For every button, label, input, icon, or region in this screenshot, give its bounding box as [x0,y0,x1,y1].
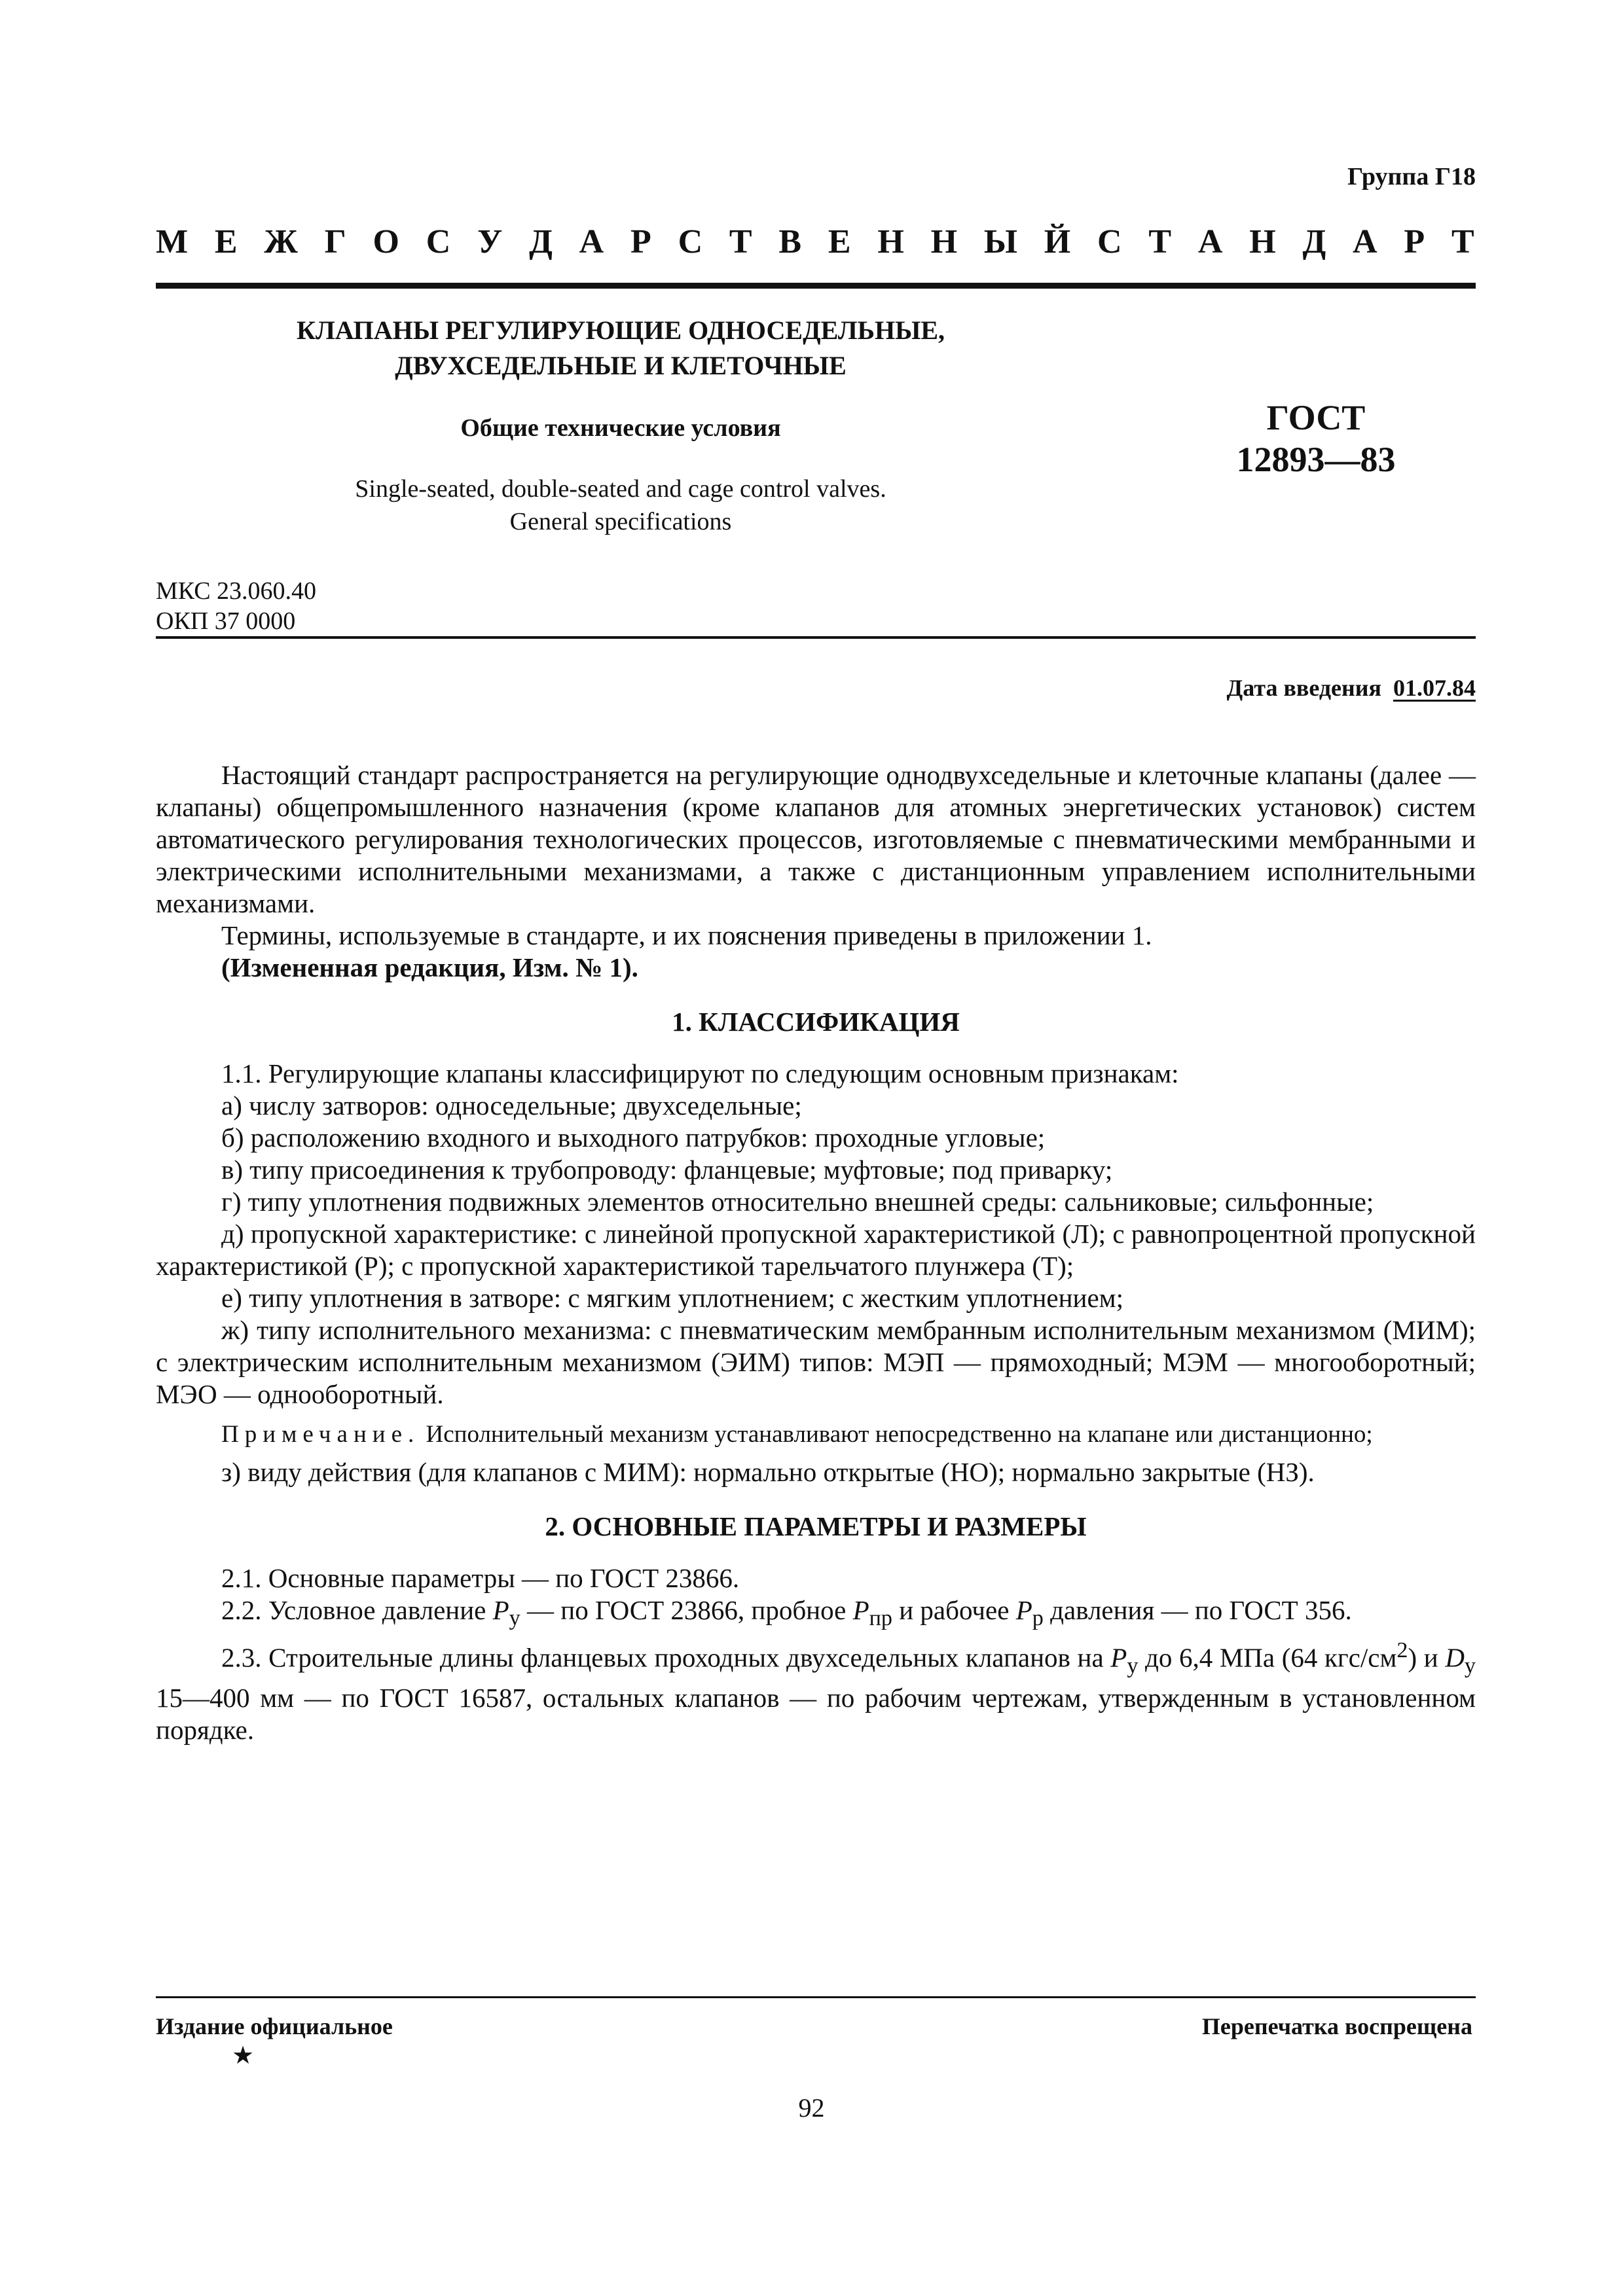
date-value: 01.07.84 [1393,675,1476,701]
clause-1-1-a: а) числу затворов: односедельные; двухседельные; [221,1090,802,1121]
intro-paragraph: Настоящий стандарт распространяется на регулирующие однодвухседельные и клеточные клапаны (далее — клапаны) общепромышленного назначения (кроме клапанов для атомных энергетических установок) систем автоматического регулирования технологических процессов, изготовляемые с пневматическими мембранными и электрическими исполнительными механизмами, а также с дистанционным управлением исполнительными механизмами. [156,760,1476,918]
document-body [156,759,1476,1746]
clause-2-1: 2.1. Основные параметры — по ГОСТ 23866. [221,1563,740,1593]
gost-label: ГОСТ [1266,398,1366,437]
banner-letter: Р [1404,223,1425,260]
english-title [156,473,1085,538]
banner-letter: Н [930,223,958,260]
banner-letter: У [477,223,503,260]
clause-1-1-b: б) расположению входного и выходного патрубков: проходные угловые; [221,1122,1046,1153]
banner-letter: Т [1451,223,1474,260]
subscript-y: у [1127,1654,1139,1679]
banner-letter: А [579,223,604,260]
okp-code: ОКП 37 0000 [156,607,296,635]
note-label: Примечание. [221,1421,420,1448]
interstate-standard-banner [156,223,1474,261]
banner-letter: Т [729,223,752,260]
english-title-line-2: General specifications [509,508,732,535]
reprint-prohibited-label: Перепечатка воспрещена [1201,2013,1472,2039]
clause-1-1: 1.1. Регулирующие клапаны классифицируют по следующим основным признакам: [221,1058,1179,1088]
clause-1-1-v: в) типу присоединения к трубопроводу: фланцевые; муфтовые; под приварку; [221,1155,1113,1185]
clause-2-2-text-a: 2.2. Условное давление [221,1595,493,1625]
banner-letter: Ж [264,223,298,260]
clause-1-1-g: г) типу уплотнения подвижных элементов относительно внешней среды: сальниковые; сильфонные; [221,1187,1374,1217]
page-number: 92 [798,2093,825,2123]
subscript-pr: пр [869,1606,892,1631]
group-label: Группа Г18 [1347,163,1476,190]
document-title [156,313,1085,384]
note-paragraph [156,1420,1476,1450]
terms-paragraph: Термины, используемые в стандарте, и их пояснения приведены в приложении 1. [221,920,1152,950]
title-line-1: КЛАПАНЫ РЕГУЛИРУЮЩИЕ ОДНОСЕДЕЛЬНЫЕ, [296,315,945,345]
subscript-r: р [1032,1606,1044,1631]
clause-2-3-text-c: ) и [1408,1642,1446,1673]
clause-2-2 [156,1594,1476,1634]
gost-designation [1185,397,1447,480]
banner-letter: Т [1148,223,1172,260]
banner-letter: А [1197,223,1223,260]
symbol-d: D [1445,1642,1465,1673]
english-title-line-1: Single-seated, double-seated and cage control valves. [355,475,886,503]
classification-codes [156,576,316,636]
star-icon: ★ [232,2042,255,2070]
banner-letter: Ы [983,223,1017,260]
subscript-y: у [1464,1654,1476,1679]
clause-2-3-text-b: до 6,4 МПа (64 кгс/см [1138,1642,1397,1673]
subscript-y: у [509,1606,520,1631]
clause-2-3 [156,1634,1476,1746]
banner-letter: С [678,223,703,260]
section-1-heading: 1. КЛАССИФИКАЦИЯ [672,1007,960,1037]
clause-1-1-d: д) пропускной характеристике: с линейной пропускной характеристикой (Л); с равнопроцентной пропускной характеристикой (Р); с пропускной характеристикой тарельчатого плунжера (Т); [156,1219,1476,1281]
banner-letter: Е [214,223,238,260]
banner-letter: С [1097,223,1122,260]
title-line-2: ДВУХСЕДЕЛЬНЫЕ И КЛЕТОЧНЫЕ [395,351,847,380]
header-rule [156,283,1476,289]
document-subtitle: Общие технические условия [460,414,781,442]
banner-letter: М [156,223,189,260]
banner-letter: Д [1302,223,1326,260]
clause-2-2-text-d: давления — по ГОСТ 356. [1043,1595,1352,1625]
mks-code: МКС 23.060.40 [156,577,317,605]
date-label: Дата введения [1226,675,1381,701]
clause-1-1-zh: ж) типу исполнительного механизма: с пневматическим мембранным исполнительным механизмом (МИМ); с электрическим исполнительным механизмом (ЭИМ) типов: МЭП — прямоходный; МЭМ — многооборотный; МЭО — однооборотный. [156,1315,1476,1409]
banner-letter: Г [324,223,346,260]
clause-2-3-text-a: 2.3. Строительные длины фланцевых проходных двухседельных клапанов на [221,1642,1111,1673]
clause-1-1-e: е) типу уплотнения в затворе: с мягким уплотнением; с жестким уплотнением; [221,1283,1124,1313]
banner-letter: Н [877,223,904,260]
banner-letter: А [1353,223,1377,260]
banner-letter: Е [828,223,851,260]
official-edition-label: Издание официальное [156,2013,393,2039]
clause-2-3-text-d: 15—400 мм — по ГОСТ 16587, остальных клапанов — по рабочим чертежам, утвержденным в установленном порядке. [156,1683,1476,1746]
clause-1-1-z: з) виду действия (для клапанов с МИМ): нормально открытые (НО); нормально закрытые (НЗ). [221,1457,1315,1487]
introduction-date [1227,674,1476,702]
symbol-p: P [492,1595,509,1625]
clause-2-2-text-b: — по ГОСТ 23866, пробное [520,1595,853,1625]
banner-letter: Р [630,223,651,260]
footer-rule [156,1996,1476,1998]
clause-2-2-text-c: и рабочее [892,1595,1016,1625]
superscript-2: 2 [1396,1638,1408,1663]
symbol-p: P [1015,1595,1032,1625]
banner-letter: Н [1249,223,1276,260]
codes-rule [156,636,1476,639]
symbol-p: P [1110,1642,1127,1673]
gost-number: 12893—83 [1236,440,1396,479]
banner-letter: С [426,223,451,260]
banner-letter: Д [529,223,553,260]
banner-letter: О [373,223,399,260]
banner-letter: Й [1044,223,1071,260]
note-text: Исполнительный механизм устанавливают непосредственно на клапане или дистанционно; [420,1421,1373,1448]
banner-letter: В [778,223,802,260]
amendment-note: (Измененная редакция, Изм. № 1). [221,952,638,982]
symbol-p: P [852,1595,869,1625]
section-2-heading: 2. ОСНОВНЫЕ ПАРАМЕТРЫ И РАЗМЕРЫ [545,1511,1087,1541]
